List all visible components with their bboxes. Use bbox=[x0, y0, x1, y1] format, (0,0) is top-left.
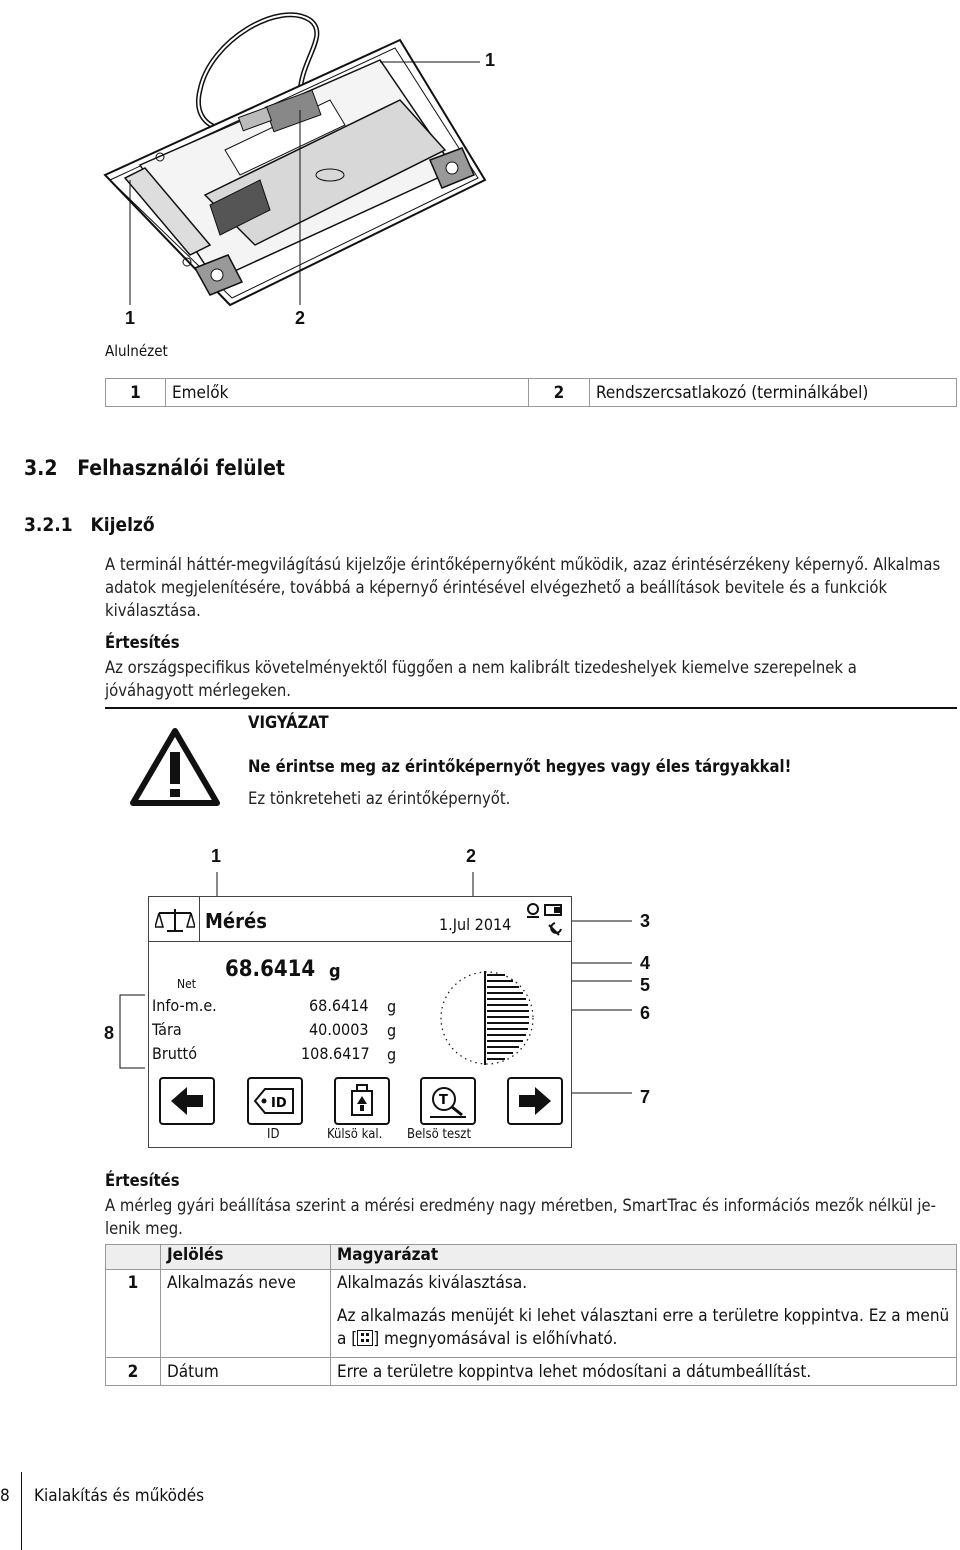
footer-divider bbox=[21, 1472, 22, 1550]
row-name: Alkalmazás neve bbox=[161, 1270, 331, 1358]
warning-triangle-icon bbox=[130, 728, 220, 806]
display-callout-6: 6 bbox=[640, 1003, 651, 1023]
notice-paragraph bbox=[105, 1194, 960, 1240]
row-name: Dátum bbox=[161, 1358, 331, 1386]
forward-softkey[interactable] bbox=[507, 1077, 563, 1125]
subsection-heading bbox=[24, 514, 155, 536]
callout-1-top: 1 bbox=[485, 50, 496, 70]
paragraph-line: Az országspecifikus követelményektől függően a nem kalibrált tizedeshelyek kiemelve szerepelnek a bbox=[105, 658, 857, 677]
softkey-label-internal-test: Belsö teszt bbox=[407, 1127, 472, 1142]
display-callout-5: 5 bbox=[640, 975, 651, 995]
table-header-row bbox=[106, 1245, 957, 1270]
table-row bbox=[106, 1358, 957, 1386]
caution-bold-text: Ne érintse meg az érintőképernyőt hegyes vagy éles tárgyakkal! bbox=[248, 757, 792, 776]
row-description: Erre a területre koppintva lehet módosítani a dátumbeállítást. bbox=[331, 1358, 957, 1386]
intro-paragraph bbox=[105, 553, 960, 622]
subsection-title: Kijelző bbox=[90, 514, 155, 536]
row-description: Alkalmazás kiválasztása. bbox=[331, 1270, 957, 1300]
balance-icon bbox=[155, 907, 195, 935]
callout-1-bottom: 1 bbox=[125, 308, 136, 328]
paragraph-line: lenik meg. bbox=[105, 1219, 183, 1238]
display-header bbox=[149, 897, 571, 942]
status-icons bbox=[525, 901, 567, 939]
section-number: 3.2 bbox=[24, 456, 58, 480]
info-unit: g bbox=[387, 997, 397, 1016]
display-callout-1: 1 bbox=[211, 846, 222, 866]
notice-title: Értesítés bbox=[105, 633, 180, 652]
description-text: a [ bbox=[337, 1329, 358, 1349]
description-line bbox=[337, 1328, 950, 1351]
parts-table bbox=[105, 378, 957, 407]
info-value: 68.6414 bbox=[309, 996, 369, 1015]
figure-caption: Alulnézet bbox=[105, 342, 168, 360]
chapter-title: Kialakítás és működés bbox=[34, 1486, 205, 1506]
header-cell bbox=[106, 1245, 161, 1270]
part-label: Rendszercsatlakozó (terminálkábel) bbox=[590, 379, 957, 407]
header-cell: Jelölés bbox=[161, 1245, 331, 1270]
back-softkey[interactable] bbox=[159, 1077, 215, 1125]
arrow-left-icon bbox=[161, 1079, 213, 1123]
header-cell: Magyarázat bbox=[331, 1245, 957, 1270]
info-label: Info-m.e. bbox=[152, 996, 217, 1015]
arrow-right-icon bbox=[509, 1079, 561, 1123]
net-label: Net bbox=[177, 977, 196, 991]
row-number: 2 bbox=[106, 1358, 161, 1386]
caution-title: VIGYÁZAT bbox=[248, 713, 329, 732]
main-weight-unit: g bbox=[329, 961, 341, 982]
softkey-label-id: ID bbox=[267, 1127, 280, 1142]
description-line: Az alkalmazás menüjét ki lehet választani erre a területre koppintva. Ez a menü bbox=[337, 1306, 950, 1326]
display-callout-7: 7 bbox=[640, 1087, 651, 1107]
info-value: 40.0003 bbox=[309, 1020, 369, 1039]
info-label: Bruttó bbox=[152, 1044, 197, 1063]
paragraph-line: A mérleg gyári beállítása szerint a mérési eredmény nagy méretben, SmartTrac és információs mezők nélkül je- bbox=[105, 1196, 937, 1215]
display-callout-4: 4 bbox=[640, 953, 651, 973]
app-name-button[interactable]: Mérés bbox=[205, 909, 267, 933]
terminal-underside-drawing bbox=[0, 0, 960, 370]
legend-table bbox=[105, 1244, 957, 1386]
display-callout-3: 3 bbox=[640, 911, 651, 931]
menu-key-icon bbox=[357, 1330, 373, 1346]
info-unit: g bbox=[387, 1021, 397, 1040]
row-number: 1 bbox=[106, 1270, 161, 1358]
info-unit: g bbox=[387, 1045, 397, 1064]
paragraph-line: adatok megjelenítésére, továbbá a képernyő érintésével elvégezhető a beállítások bevitele és a funkciók bbox=[105, 578, 888, 597]
section-title: Felhasználói felület bbox=[77, 456, 285, 480]
notice-paragraph bbox=[105, 656, 960, 702]
info-label: Tára bbox=[152, 1020, 182, 1039]
info-value: 108.6417 bbox=[301, 1044, 370, 1063]
paragraph-line: jóváhagyott mérlegeken. bbox=[105, 681, 292, 700]
test-icon bbox=[422, 1079, 474, 1123]
notice-title: Értesítés bbox=[105, 1171, 180, 1190]
page-number: 8 bbox=[0, 1486, 10, 1506]
part-label: Emelők bbox=[166, 379, 529, 407]
external-cal-softkey[interactable] bbox=[334, 1077, 390, 1125]
caution-rule bbox=[105, 707, 957, 709]
table-row bbox=[106, 379, 957, 407]
table-row bbox=[106, 1270, 957, 1300]
section-heading bbox=[24, 456, 285, 480]
callout-2: 2 bbox=[295, 308, 306, 328]
smarttrac-graphic bbox=[437, 963, 537, 1073]
id-tag-icon bbox=[249, 1079, 301, 1123]
softkey-label-external-cal: Külsö kal. bbox=[327, 1127, 383, 1142]
weight-icon bbox=[336, 1079, 388, 1123]
header-divider bbox=[199, 897, 200, 941]
main-weight-value: 68.6414 bbox=[225, 957, 316, 982]
part-number: 2 bbox=[529, 379, 590, 407]
lcd-display bbox=[148, 896, 572, 1148]
internal-test-softkey[interactable] bbox=[420, 1077, 476, 1125]
caution-text: Ez tönkreteheti az érintőképernyőt. bbox=[248, 789, 511, 808]
display-callout-2: 2 bbox=[466, 846, 477, 866]
subsection-number: 3.2.1 bbox=[24, 514, 73, 536]
paragraph-line: A terminál háttér-megvilágítású kijelzője érintőképernyőként működik, azaz érintésérzékeny képernyő. Alkalmas bbox=[105, 555, 941, 574]
svg-text:T: T bbox=[439, 1093, 448, 1108]
id-softkey[interactable] bbox=[247, 1077, 303, 1125]
svg-text:ID: ID bbox=[271, 1096, 287, 1111]
display-callout-8: 8 bbox=[104, 1023, 115, 1043]
part-number: 1 bbox=[106, 379, 166, 407]
description-text: ] megnyomásával is előhívható. bbox=[373, 1329, 618, 1349]
paragraph-line: kiválasztása. bbox=[105, 601, 201, 620]
date-field[interactable]: 1.Jul 2014 bbox=[439, 915, 512, 934]
row-description bbox=[331, 1299, 957, 1358]
